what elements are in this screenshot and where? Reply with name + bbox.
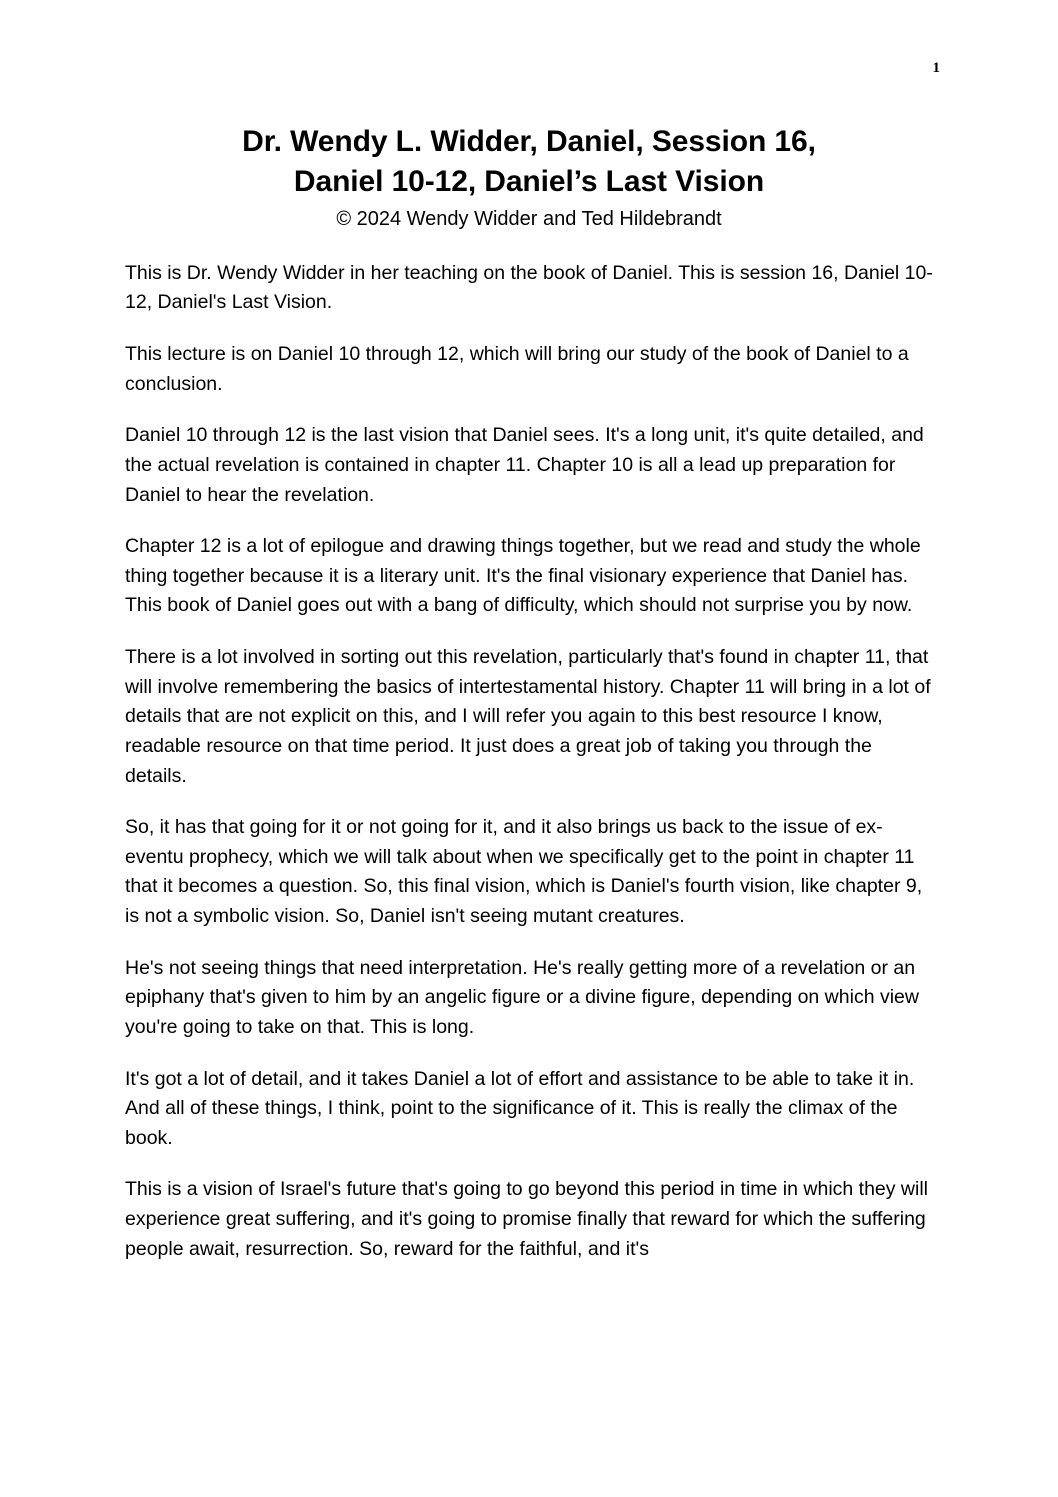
paragraph: Daniel 10 through 12 is the last vision that Daniel sees. It's a long unit, it's quite detailed, and the actual revelation is contained in chapter 11. Chapter 10 is all a lead up preparation for Daniel to hear the revelation. bbox=[125, 424, 924, 506]
paragraph: This is Dr. Wendy Widder in her teaching on the book of Daniel. This is session 16, Daniel 10-12, Daniel's Last Vision. bbox=[125, 261, 933, 314]
document-content bbox=[125, 122, 933, 1286]
paragraph: This lecture is on Daniel 10 through 12, which will bring our study of the book of Daniel to a conclusion. bbox=[125, 343, 909, 395]
title-line-2: Daniel 10-12, Daniel’s Last Vision bbox=[293, 164, 765, 198]
paragraph: There is a lot involved in sorting out this revelation, particularly that's found in chapter 11, that will involve remembering the basics of intertestamental history. Chapter 11 will bring in a lot of details that are not explicit on this, and I will refer you again to this best resource I know, readable resource on that time period. It just does a great job of taking you through the details. bbox=[125, 646, 931, 787]
paragraph: It's got a lot of detail, and it takes Daniel a lot of effort and assistance to be able to take it in. And all of these things, I think, point to the significance of it. This is really the climax of the book. bbox=[125, 1067, 915, 1149]
paragraph: He's not seeing things that need interpretation. He's really getting more of a revelation or an epiphany that's given to him by an angelic figure or a divine figure, depending on which view you're going to take on that. This is long. bbox=[125, 956, 919, 1038]
paragraph: So, it has that going for it or not going for it, and it also brings us back to the issue of ex-eventu prophecy, which we will talk about when we specifically get to the point in chapter 11 that it becomes a question. So, this final vision, which is Daniel's fourth vision, like chapter 9, is not a symbolic vision. So, Daniel isn't seeing mutant creatures. bbox=[125, 816, 923, 928]
page-number: 1 bbox=[932, 60, 940, 76]
transcript-body bbox=[125, 259, 933, 1265]
copyright-notice: © 2024 Wendy Widder and Ted Hildebrandt bbox=[336, 207, 722, 230]
title-line-1: Dr. Wendy L. Widder, Daniel, Session 16, bbox=[242, 125, 816, 158]
paragraph: This is a vision of Israel's future that's going to go beyond this period in time in which they will experience great suffering, and it's going to promise finally that reward for which the suffering people await, resurrection. So, reward for the faithful, and it's bbox=[125, 1178, 929, 1260]
paragraph: Chapter 12 is a lot of epilogue and drawing things together, but we read and study the whole thing together because it is a literary unit. It's the final visionary experience that Daniel has. This book of Daniel goes out with a bang of difficulty, which should not surprise you by now. bbox=[125, 535, 921, 617]
page-title bbox=[125, 122, 933, 202]
